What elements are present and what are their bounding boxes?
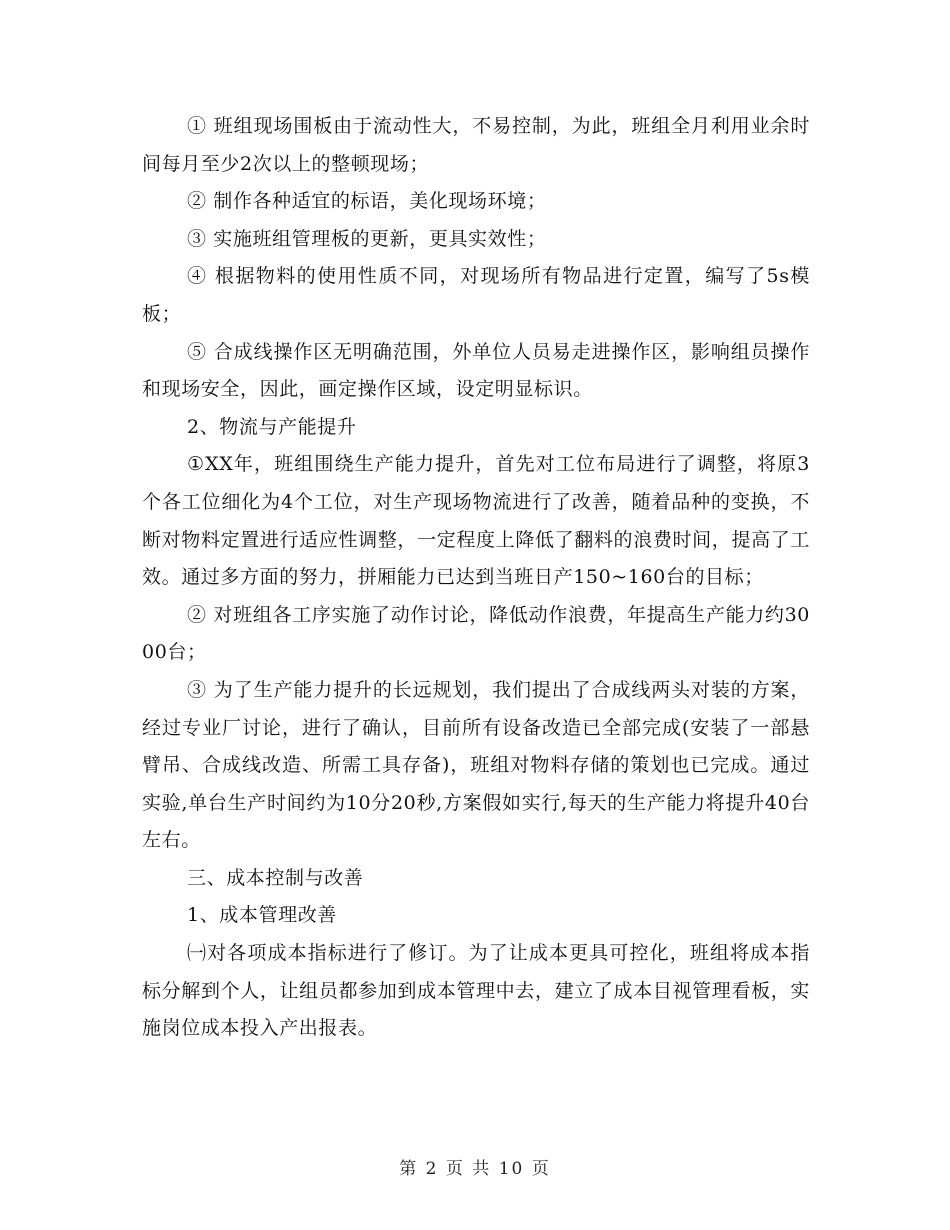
paragraph-item-3: ③ 实施班组管理板的更新，更具实效性； xyxy=(187,227,547,250)
paragraph-item-6: ①XX年，班组围绕生产能力提升，首先对工位布局进行了调整，将原3个各工位细化为4个工位，对生产现场物流进行了改善，随着品种的变换，不断对物料定置进行适应性调整，一定程度上降低了翻料的浪费时间，提高了工效。通过多方面的努力，拼厢能力已达到当班日产150~160台的目标； xyxy=(142,453,810,589)
paragraph-item-4: ④ 根据物料的使用性质不同，对现场所有物品进行定置，编写了5s模板； xyxy=(142,265,810,325)
paragraph-item-8: ③ 为了生产能力提升的长远规划，我们提出了合成线两头对装的方案，经过专业厂讨论，进行了确认，目前所有设备改造已全部完成(安装了一部悬臂吊、合成线改造、所需工具存备)，班组对物料存储的策划也已完成。通过实验,单台生产时间约为10分20秒,方案假如实行,每天的生产能力将提升40台左右。 xyxy=(142,678,810,852)
section-heading-logistics: 2、物流与产能提升 xyxy=(187,415,357,438)
section-heading-cost-management: 1、成本管理改善 xyxy=(187,904,337,927)
section-heading-cost-control: 三、成本控制与改善 xyxy=(187,866,364,889)
paragraph-item-2: ② 制作各种适宜的标语，美化现场环境； xyxy=(187,190,547,213)
paragraph-item-7: ② 对班组各工序实施了动作讨论，降低动作浪费，年提高生产能力约3000台； xyxy=(142,603,810,664)
paragraph-item-1: ① 班组现场围板由于流动性大，不易控制，为此，班组全月利用业余时间每月至少2次以上的整顿现场； xyxy=(142,115,810,175)
paragraph-item-9: ㈠对各项成本指标进行了修订。为了让成本更具可控化，班组将成本指标分解到个人，让组员都参加到成本管理中去，建立了成本目视管理看板，实施岗位成本投入产出报表。 xyxy=(142,942,810,1040)
page-number-footer: 第 2 页 共 10 页 xyxy=(399,1159,551,1179)
paragraph-item-5: ⑤ 合成线操作区无明确范围，外单位人员易走进操作区，影响组员操作和现场安全，因此，画定操作区域，设定明显标识。 xyxy=(142,340,810,401)
document-body xyxy=(142,108,810,1048)
